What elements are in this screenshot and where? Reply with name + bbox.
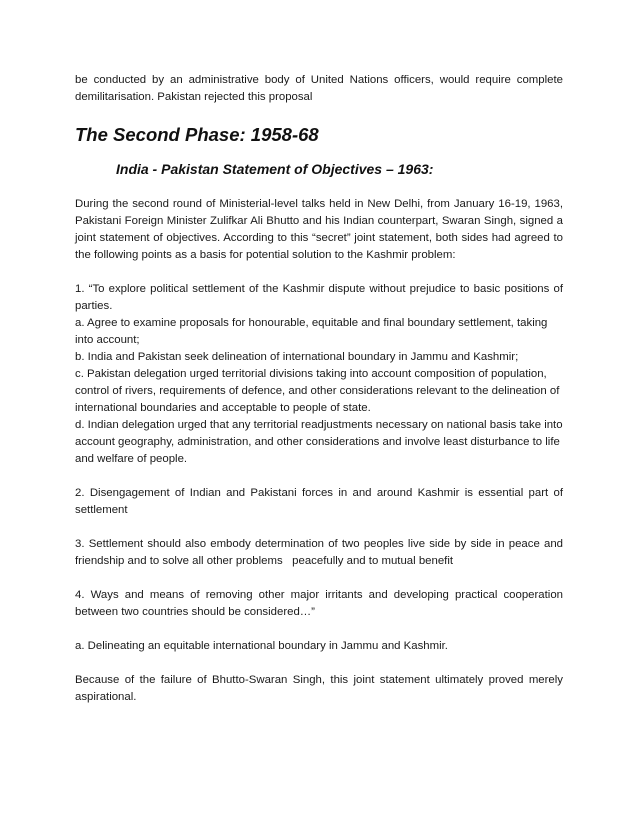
point-2-paragraph: 2. Disengagement of Indian and Pakistani forces in and around Kashmir is essential part of settlement bbox=[75, 487, 563, 516]
point-1-text: 1. “To explore political settlement of the Kashmir dispute without prejudice to basic positions of parties. bbox=[75, 283, 563, 312]
point-4-paragraph: 4. Ways and means of removing other major irritants and developing practical cooperation between two countries should be considered…” bbox=[75, 589, 563, 618]
subsection-heading: India - Pakistan Statement of Objectives – 1963: bbox=[116, 161, 434, 177]
point-3-paragraph: 3. Settlement should also embody determination of two peoples live side by side in peace and friendship and to solve all other problems peacefully and to mutual benefit bbox=[75, 538, 567, 567]
intro-paragraph: be conducted by an administrative body of United Nations officers, would require complete demilitarisation. Pakistan rejected this proposal bbox=[75, 74, 563, 103]
section-heading: The Second Phase: 1958-68 bbox=[75, 124, 319, 145]
point-1b-text: b. India and Pakistan seek delineation of international boundary in Jammu and Kashmir; bbox=[75, 351, 519, 363]
point-1d-text: d. Indian delegation urged that any territorial readjustments necessary on national basis take into account geography, administration, and other considerations and involve least disturbance to life and welfare of people. bbox=[75, 419, 563, 465]
point-1c-text: c. Pakistan delegation urged territorial divisions taking into account composition of population, control of rivers, requirements of defence, and other considerations relevant to the delineation of international boundaries and acceptable to people of state. bbox=[75, 368, 560, 414]
point-4a-paragraph: a. Delineating an equitable international boundary in Jammu and Kashmir. bbox=[75, 640, 448, 652]
document-page bbox=[75, 72, 567, 723]
conclusion-paragraph: Because of the failure of Bhutto-Swaran Singh, this joint statement ultimately proved merely aspirational. bbox=[75, 674, 563, 703]
point-1a-text: a. Agree to examine proposals for honourable, equitable and final boundary settlement, taking into account; bbox=[75, 317, 548, 346]
point-1-block bbox=[75, 281, 563, 468]
context-paragraph: During the second round of Ministerial-level talks held in New Delhi, from January 16-19, 1963, Pakistani Foreign Minister Zulifkar Ali Bhutto and his Indian counterpart, Swaran Singh, signed a joint statement of objectives. According to this “secret” joint statement, both sides had agreed to the following points as a basis for potential solution to the Kashmir problem: bbox=[75, 198, 563, 261]
